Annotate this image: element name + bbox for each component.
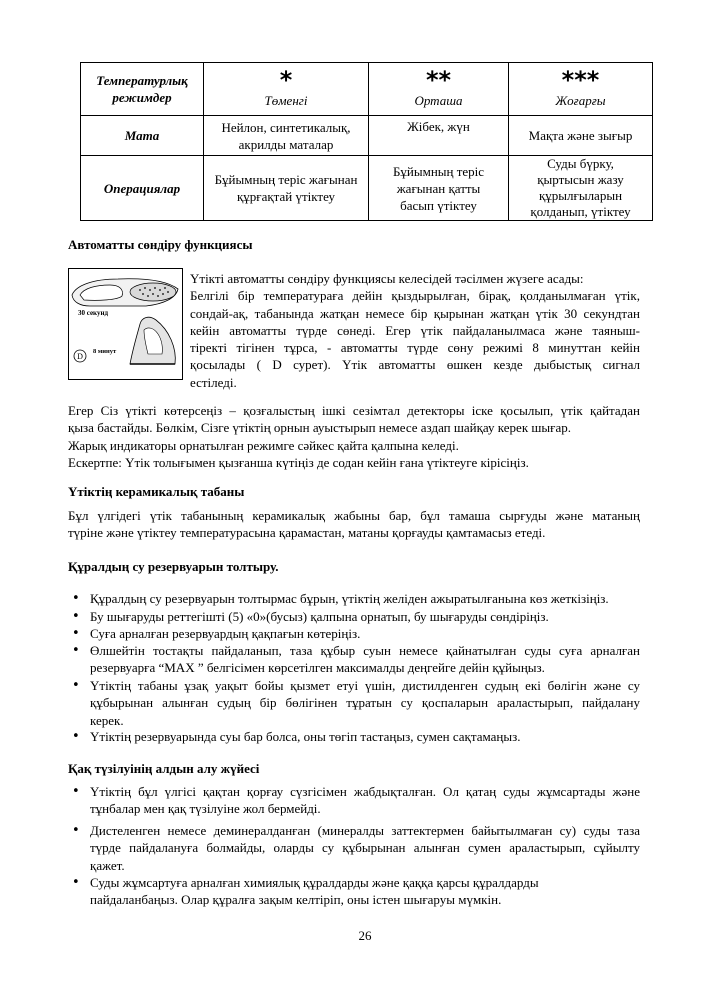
paragraph-line: Бұл үлгідегі үтік табанының керамикалық жабыны бар, бұл тамаша сырғуды және матаның (68, 508, 640, 523)
list-item-line: Өлшейтін тостақты пайдаланып, таза құбыр суын немесе қайнатылған суды суға арналған (90, 643, 640, 658)
filling-heading: Құралдың су резервуарын толтыру. (68, 559, 279, 574)
cell-line: Мақта және зығыр (528, 128, 633, 143)
d-badge-icon (74, 350, 86, 362)
fabric-cell-low (204, 116, 369, 156)
operations-cell-low (204, 156, 369, 221)
paragraph-line: қосылады ( D сурет). Үтік автоматты өшкен кезде дыбыстық сигнал (190, 357, 640, 373)
descaling-heading: Қақ түзілуінің алдын алу жүйесі (68, 761, 260, 776)
paragraph-line: тіректі тігінен тұрса, - автоматты түрде сөну режимі 8 минуттан кейін (190, 340, 640, 356)
ceramic-paragraph (68, 507, 640, 542)
bullet-icon: • (72, 678, 80, 693)
cell-line: Нейлон, синтетикалық, (221, 119, 351, 135)
level-high-cell (509, 63, 653, 116)
paragraph-line: Егер Сіз үтікті көтерсеңіз – қозғалыстың ішкі сезімтал детекторы іске қосылып, үтік қайтадан (68, 403, 640, 418)
list-item-line: резервуарға “МАХ ” белгісімен көрсетілген максималды деңгейге дейін құйыңыз. (90, 660, 545, 676)
level-medium-name: Орташа (414, 93, 463, 108)
auto-off-paragraph (190, 270, 640, 391)
paragraph-line: Жарық индикаторы орнатылған режимге сәйкес қайта қалпына келеді. (68, 437, 459, 453)
paragraph-line: естіледі. (190, 374, 237, 390)
list-item-line: тұнбалар мен қақ түзілуіне жол бермейді. (90, 801, 321, 817)
bullet-icon: • (72, 875, 80, 890)
list-item-line: Дистеленген немесе деминералданған (минералды заттектермен байытылмаған су) суды таза (90, 823, 640, 838)
fabric-label: Мата (81, 116, 204, 156)
level-high-name: Жоғарғы (555, 93, 606, 108)
list-item-line: Үтіктің бұл үлгісі қақтан қорғау сүзгісімен жабдықталған. Ол қатаң суды жұмсартады және (90, 784, 640, 799)
level-low-name: Төменгі (264, 93, 308, 108)
list-item-line: Суды жұмсартуға арналған химиялық құралдарды және қаққа қарсы құралдарды (90, 875, 539, 890)
operations-cell-medium (369, 156, 509, 221)
auto-off-paragraph-2 (68, 402, 640, 471)
label-line: режимдер (112, 90, 172, 105)
fabric-cell-high (509, 116, 653, 156)
label-d: D (77, 352, 83, 361)
list-item-line: пайдаланбаңыз. Олар құралға зақым келтіріп, оны істен шығаруы мүмкін. (90, 892, 502, 908)
list-item-line: түрде пайдалануға болмайды, оларды су құбырынан алынған сумен араластырып, сұйылту (90, 840, 640, 856)
label-30-seconds: 30 секунд (78, 309, 109, 317)
bullet-icon: • (72, 729, 80, 744)
auto-off-figure (68, 268, 183, 380)
list-item-line: керек. (90, 712, 124, 728)
auto-off-heading: Автоматты сөндіру функциясы (68, 237, 253, 252)
cell-line: акрилды маталар (238, 136, 334, 152)
fabric-cell-medium (369, 116, 509, 156)
paragraph-line: түріне және үтіктеу температурасына қарамастан, матаны қорғауды қамтамасыз етеді. (68, 525, 546, 541)
level-low-cell (204, 63, 369, 116)
cell-line: Бұйымның теріс (392, 163, 485, 179)
cell-line: Суды бүрку, (547, 156, 614, 171)
level-medium-cell (369, 63, 509, 116)
paragraph-line: сондай-ақ, табанында жатқан немесе бір қырынан жатқан үтік 30 секундтан (190, 305, 640, 321)
list-item-line: қажет. (90, 857, 125, 873)
list-item-line: Үтіктің резервуарында суы бар болса, оны төгіп тастаңыз, сумен сақтамаңыз. (90, 729, 521, 744)
list-item-line: құбырынан алынған судың бір бөлігінен тұратын су қоспаларын араластырып, пайдалану (90, 695, 640, 711)
ceramic-heading: Үтіктің керамикалық табаны (68, 484, 245, 499)
bullet-icon: • (72, 608, 80, 624)
temperature-table (80, 62, 653, 221)
list-item-line: Үтіктің табаны ұзақ уақыт бойы қызмет етуі үшін, дистилденген судың екі бөлігін және су (90, 678, 640, 693)
operations-cell-high (509, 156, 653, 221)
paragraph-line: Үтікті автоматты сөндіру функциясы келесідей тәсілмен жүзеге асады: (190, 271, 584, 286)
bullet-icon: • (72, 823, 80, 838)
note-line: Ескертпе: Үтік толығымен қызғанша күтіңіз де содан кейін ғана үтіктеуге кірісіңіз. (68, 454, 529, 470)
auto-off-illustration (68, 268, 183, 380)
level-high-symbol: *** (561, 66, 600, 94)
bullet-icon: • (72, 784, 80, 799)
table-header-row (81, 63, 653, 116)
list-item-line: Құралдың су резервуарын толтырмас бұрын, үтіктің желіден ажыратылғанына көз жеткізіңіз. (90, 591, 609, 606)
bullet-icon: • (72, 626, 80, 641)
operations-label: Операциялар (81, 156, 204, 221)
table-row-fabric (81, 116, 653, 156)
label-8-minutes: 8 минут (93, 348, 117, 355)
level-low-symbol: * (279, 66, 293, 94)
cell-line: жағынан қатты (396, 180, 481, 196)
level-medium-symbol: ** (425, 66, 452, 94)
cell-line: құрғақтай үтіктеу (236, 189, 336, 204)
list-item-line: Бу шығаруды реттегішті (5) «0»(бусыз) қалпына орнатып, бу шығаруды сөндіріңіз. (90, 608, 549, 624)
page-number: 26 (358, 928, 372, 943)
paragraph-line: кейін автоматты түрде сөнеді. Егер үтік пайдаланылмаса және таяныш- (190, 322, 640, 338)
paragraph-line: қыза бастайды. Бөлкім, Сізге үтіктің орнын ауыстырып немесе аздап шайқау керек шығар. (68, 420, 571, 436)
iron-side-icon (72, 279, 178, 306)
bullet-icon: • (72, 591, 80, 606)
paragraph-line: Белгілі бір температураға дейін қыздырылған, бірақ, қолданылмаған үтік, (190, 288, 640, 304)
list-item-line: Суға арналған резервуардың қақпағын көтеріңіз. (90, 626, 361, 641)
cell-line: Бұйымның теріс жағынан (214, 172, 358, 187)
cell-line: Жібек, жүн (407, 119, 470, 134)
table-row-operations (81, 156, 653, 221)
temperature-mode-label (81, 63, 204, 116)
label-line: Температурлық (96, 73, 188, 88)
bullet-icon: • (72, 643, 80, 658)
cell-line: қолданып, үтіктеу (530, 204, 631, 219)
cell-line: құрылғыларын (538, 188, 623, 203)
cell-line: қыртысын жазу (537, 172, 624, 187)
cell-line: басып үтіктеу (400, 197, 477, 213)
